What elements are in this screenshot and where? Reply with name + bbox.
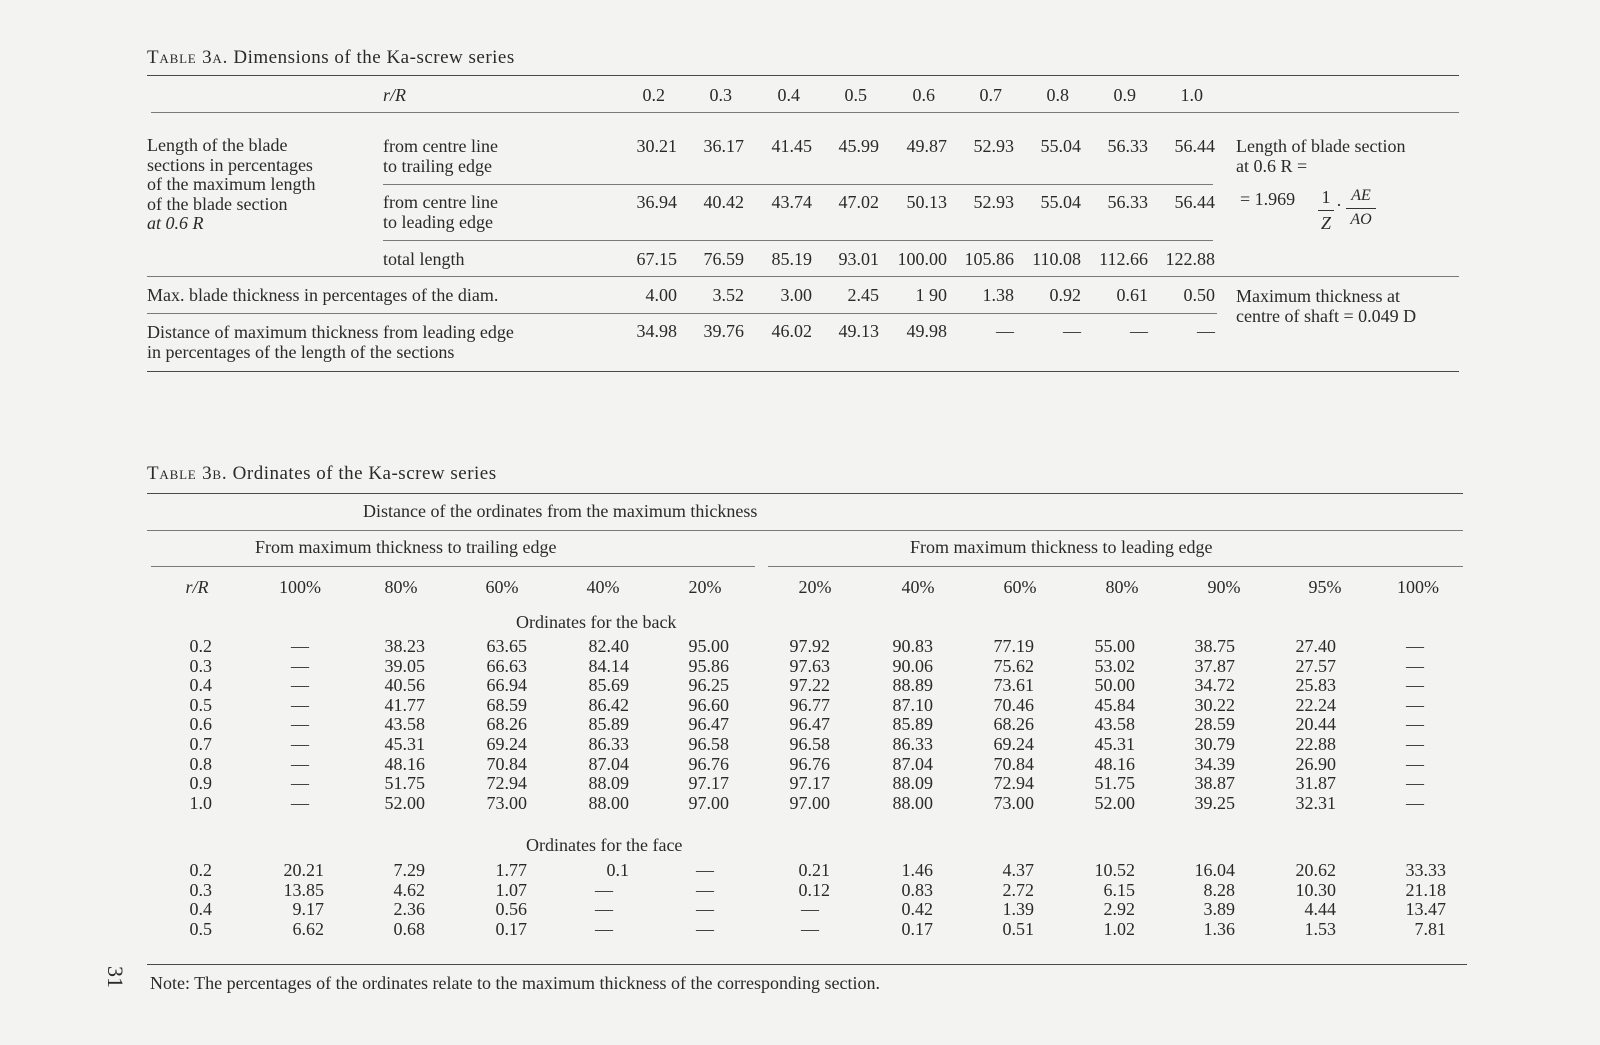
ordinate-cell: — xyxy=(1406,714,1424,735)
row-rr-cell: 0.4 xyxy=(189,899,212,920)
rr-header-cell: 0.2 xyxy=(642,85,665,105)
ordinate-cell: 87.10 xyxy=(892,694,933,715)
ordinate-cell: 20.21 xyxy=(283,860,324,880)
thickness-cell: 3.00 xyxy=(780,285,812,305)
ordinate-cell: 48.16 xyxy=(1094,753,1135,774)
formula-dot: · xyxy=(1336,195,1342,215)
table-3a-rule-2 xyxy=(383,240,1213,241)
ordinate-cell: 69.24 xyxy=(486,734,527,754)
ordinate-cell: 1.02 xyxy=(1103,918,1135,939)
header-leading: From maximum thickness to leading edge xyxy=(910,537,1213,557)
ordinate-cell: 26.90 xyxy=(1295,753,1336,774)
row-label-total: total length xyxy=(383,249,465,269)
ordinate-cell: 84.14 xyxy=(588,655,629,676)
table-cell: 56.44 xyxy=(1174,192,1215,212)
ordinate-cell: 20.62 xyxy=(1295,860,1336,880)
ordinate-cell: 45.84 xyxy=(1094,694,1135,715)
ordinate-cell: 70.84 xyxy=(993,753,1034,774)
ordinate-cell: 88.00 xyxy=(892,792,933,813)
ordinate-cell: 88.89 xyxy=(892,675,933,696)
ordinate-cell: 9.17 xyxy=(292,899,324,920)
rr-header-cell: 0.3 xyxy=(709,85,732,105)
ordinate-cell: — xyxy=(595,918,613,939)
ordinate-cell: 82.40 xyxy=(588,636,629,656)
ordinate-cell: 41.77 xyxy=(384,694,425,715)
ordinate-cell: 4.44 xyxy=(1304,899,1336,920)
ordinate-cell: 69.24 xyxy=(993,734,1034,754)
ordinate-cell: 96.47 xyxy=(688,714,729,735)
ordinate-cell: 6.15 xyxy=(1103,879,1135,900)
row-rr-cell: 0.3 xyxy=(189,655,212,676)
ordinate-cell: — xyxy=(696,899,714,920)
table-cell: 49.87 xyxy=(906,136,947,156)
ordinate-cell: 22.88 xyxy=(1295,734,1336,754)
table-cell: 100.00 xyxy=(897,249,947,269)
ordinate-cell: — xyxy=(696,860,714,880)
distance-cell: 39.76 xyxy=(703,321,744,341)
column-header: 80% xyxy=(384,577,418,597)
table-cell: 56.33 xyxy=(1107,136,1148,156)
thickness-cell: 3.52 xyxy=(712,285,744,305)
thickness-cell: 0.50 xyxy=(1183,285,1215,305)
ordinate-cell: 75.62 xyxy=(993,655,1034,676)
ordinate-cell: 66.63 xyxy=(486,655,527,676)
table-cell: 110.08 xyxy=(1032,249,1081,269)
distance-cell: 49.13 xyxy=(838,321,879,341)
ordinate-cell: 90.06 xyxy=(892,655,933,676)
ordinate-cell: 96.77 xyxy=(789,694,830,715)
ordinate-cell: 40.56 xyxy=(384,675,425,696)
ordinate-cell: 55.00 xyxy=(1094,636,1135,656)
table-cell: 30.21 xyxy=(636,136,677,156)
row-rr-cell: 0.6 xyxy=(189,714,212,735)
ordinate-cell: 73.00 xyxy=(993,792,1034,813)
ordinate-cell: — xyxy=(291,694,309,715)
ordinate-cell: 10.52 xyxy=(1094,860,1135,880)
ordinate-cell: 0.42 xyxy=(901,899,933,920)
table-cell: 45.99 xyxy=(838,136,879,156)
ordinate-cell: — xyxy=(696,879,714,900)
ordinate-cell: 1.46 xyxy=(901,860,933,880)
ordinate-cell: 88.09 xyxy=(588,773,629,794)
ordinate-cell: 70.46 xyxy=(993,694,1034,715)
ordinate-cell: — xyxy=(1406,675,1424,696)
column-header: 100% xyxy=(279,577,321,597)
ordinate-cell: 96.76 xyxy=(789,753,830,774)
rr-header-cell: 0.7 xyxy=(979,85,1002,105)
table-cell: 36.17 xyxy=(703,136,744,156)
ordinate-cell: 38.87 xyxy=(1194,773,1235,794)
column-header: 60% xyxy=(1003,577,1037,597)
ordinate-cell: 34.72 xyxy=(1194,675,1235,696)
ordinate-cell: — xyxy=(291,753,309,774)
ordinate-cell: 0.12 xyxy=(798,879,830,900)
ordinate-cell: 45.31 xyxy=(384,734,425,754)
row-label-trailing: from centre line to trailing edge xyxy=(383,136,498,176)
row-rr-cell: 0.8 xyxy=(189,753,212,774)
ordinate-cell: — xyxy=(1406,753,1424,774)
table-3a-caption: Table 3a. Dimensions of the Ka-screw series xyxy=(147,47,515,68)
ordinate-cell: 2.92 xyxy=(1103,899,1135,920)
formula-fraction-1: 1 Z xyxy=(1318,188,1334,232)
row-rr-cell: 0.2 xyxy=(189,860,212,880)
row-rr-cell: 0.4 xyxy=(189,675,212,696)
ordinate-cell: 1.77 xyxy=(495,860,527,880)
ordinate-cell: 68.26 xyxy=(993,714,1034,735)
ordinate-cell: — xyxy=(801,899,819,920)
ordinate-cell: 39.05 xyxy=(384,655,425,676)
table-3a-rule-1 xyxy=(383,184,1213,185)
column-header: 40% xyxy=(901,577,935,597)
ordinate-cell: 45.31 xyxy=(1094,734,1135,754)
ordinate-cell: 86.33 xyxy=(892,734,933,754)
ordinate-cell: 31.87 xyxy=(1295,773,1336,794)
ordinate-cell: 68.26 xyxy=(486,714,527,735)
table-cell: 36.94 xyxy=(636,192,677,212)
ordinate-cell: 0.1 xyxy=(606,860,629,880)
thickness-cell: 0.61 xyxy=(1116,285,1148,305)
table-cell: 52.93 xyxy=(973,136,1014,156)
rr-header-cell: 0.8 xyxy=(1046,85,1069,105)
note-formula: = 1.969 xyxy=(1240,189,1296,209)
ordinate-cell: 63.65 xyxy=(486,636,527,656)
column-header: 90% xyxy=(1207,577,1241,597)
ordinate-cell: — xyxy=(595,879,613,900)
ordinate-cell: 70.84 xyxy=(486,753,527,774)
table-cell: 56.33 xyxy=(1107,192,1148,212)
ordinate-cell: — xyxy=(1406,773,1424,794)
ordinate-cell: — xyxy=(595,899,613,920)
ordinate-cell: — xyxy=(291,734,309,754)
ordinate-cell: 66.94 xyxy=(486,675,527,696)
ordinate-cell: — xyxy=(291,714,309,735)
table-3a-header-rule xyxy=(151,112,1459,113)
ordinate-cell: 73.00 xyxy=(486,792,527,813)
table-cell: 43.74 xyxy=(771,192,812,212)
ordinate-cell: 85.69 xyxy=(588,675,629,696)
table-3b-caption: Table 3b. Ordinates of the Ka-screw series xyxy=(147,463,497,484)
ordinate-cell: 32.31 xyxy=(1295,792,1336,813)
ordinate-cell: — xyxy=(291,773,309,794)
ordinate-cell: — xyxy=(1406,734,1424,754)
ordinate-cell: 2.36 xyxy=(393,899,425,920)
ordinate-cell: 51.75 xyxy=(384,773,425,794)
ordinate-cell: 97.17 xyxy=(688,773,729,794)
ordinate-cell: 52.00 xyxy=(384,792,425,813)
ordinate-cell: 96.76 xyxy=(688,753,729,774)
ordinate-cell: 87.04 xyxy=(588,753,629,774)
row-rr-cell: 0.2 xyxy=(189,636,212,656)
table-cell: 55.04 xyxy=(1040,136,1081,156)
ordinate-cell: — xyxy=(1406,694,1424,715)
table-cell: 76.59 xyxy=(703,249,744,269)
rr-header-cell: 0.6 xyxy=(912,85,935,105)
ordinate-cell: 27.57 xyxy=(1295,655,1336,676)
page-number: 31 xyxy=(103,966,128,988)
table-cell: 112.66 xyxy=(1099,249,1148,269)
table-cell: 105.86 xyxy=(964,249,1014,269)
table-3b-rule-1 xyxy=(147,530,1463,531)
row-rr-cell: 0.3 xyxy=(189,879,212,900)
ordinate-cell: 96.58 xyxy=(688,734,729,754)
rr-header-cell: 1.0 xyxy=(1180,85,1203,105)
row-label-leading: from centre line to leading edge xyxy=(383,192,498,232)
ordinate-cell: 3.89 xyxy=(1203,899,1235,920)
ordinate-cell: 73.61 xyxy=(993,675,1034,696)
table-3b-rule-trailing xyxy=(151,566,755,567)
ordinate-cell: 38.23 xyxy=(384,636,425,656)
ordinate-cell: 1.53 xyxy=(1304,918,1336,939)
column-header: 20% xyxy=(798,577,832,597)
ordinate-cell: — xyxy=(1406,636,1424,656)
ordinate-cell: 85.89 xyxy=(588,714,629,735)
ordinate-cell: 97.00 xyxy=(688,792,729,813)
ordinate-cell: — xyxy=(1406,655,1424,676)
ordinate-cell: 13.85 xyxy=(283,879,324,900)
ordinate-cell: 68.59 xyxy=(486,694,527,715)
ordinate-cell: 0.17 xyxy=(495,918,527,939)
column-header: 80% xyxy=(1105,577,1139,597)
table-cell: 122.88 xyxy=(1165,249,1215,269)
ordinate-cell: 7.81 xyxy=(1414,918,1446,939)
ordinate-cell: 0.83 xyxy=(901,879,933,900)
ordinate-cell: 96.47 xyxy=(789,714,830,735)
ordinate-cell: 39.25 xyxy=(1194,792,1235,813)
distance-cell: 34.98 xyxy=(636,321,677,341)
ordinate-cell: 50.00 xyxy=(1094,675,1135,696)
ordinate-cell: 52.00 xyxy=(1094,792,1135,813)
ordinate-cell: 1.07 xyxy=(495,879,527,900)
table-cell: 40.42 xyxy=(703,192,744,212)
face-title: Ordinates for the face xyxy=(526,835,683,855)
thickness-cell: 2.45 xyxy=(847,285,879,305)
rr-header-cell: 0.9 xyxy=(1113,85,1136,105)
table-cell: 41.45 xyxy=(771,136,812,156)
note-max-thickness: Maximum thickness at centre of shaft = 0.049 D xyxy=(1236,286,1417,326)
ordinate-cell: 37.87 xyxy=(1194,655,1235,676)
ordinate-cell: 2.72 xyxy=(1002,879,1034,900)
ordinate-cell: 85.89 xyxy=(892,714,933,735)
ordinate-cell: 0.21 xyxy=(798,860,830,880)
ordinate-cell: 0.56 xyxy=(495,899,527,920)
row-rr-cell: 0.9 xyxy=(189,773,212,794)
ordinate-cell: 43.58 xyxy=(384,714,425,735)
table-3b-rule-leading xyxy=(768,566,1463,567)
ordinate-cell: 4.37 xyxy=(1002,860,1034,880)
ordinate-cell: 72.94 xyxy=(993,773,1034,794)
table-cell: 85.19 xyxy=(771,249,812,269)
ordinate-cell: 95.00 xyxy=(688,636,729,656)
distance-label: Distance of maximum thickness from leading edge in percentages of the length of the sections xyxy=(147,322,514,362)
thickness-cell: 4.00 xyxy=(645,285,677,305)
table-cell: 93.01 xyxy=(838,249,879,269)
ordinate-cell: 95.86 xyxy=(688,655,729,676)
ordinate-cell: 0.68 xyxy=(393,918,425,939)
ordinate-cell: 77.19 xyxy=(993,636,1034,656)
ordinate-cell: 13.47 xyxy=(1405,899,1446,920)
ordinate-cell: 28.59 xyxy=(1194,714,1235,735)
ordinate-cell: — xyxy=(291,636,309,656)
row-rr-cell: 0.7 xyxy=(189,734,212,754)
table-3a-bottom-rule xyxy=(147,371,1459,372)
table-cell: 55.04 xyxy=(1040,192,1081,212)
column-header: 20% xyxy=(688,577,722,597)
note-blade-length: Length of blade section at 0.6 R = xyxy=(1236,136,1406,176)
table-3b-top-rule xyxy=(147,493,1463,494)
ordinate-cell: 1.39 xyxy=(1002,899,1034,920)
column-header: 60% xyxy=(485,577,519,597)
column-header: r/R xyxy=(185,577,209,597)
distance-cell: 46.02 xyxy=(771,321,812,341)
rr-header-cell: 0.4 xyxy=(777,85,800,105)
ordinate-cell: 43.58 xyxy=(1094,714,1135,735)
distance-cell: — xyxy=(1130,321,1148,341)
ordinate-cell: 7.29 xyxy=(393,860,425,880)
ordinate-cell: 86.42 xyxy=(588,694,629,715)
ordinate-cell: 4.62 xyxy=(393,879,425,900)
row-rr-cell: 0.5 xyxy=(189,918,212,939)
table-cell: 47.02 xyxy=(838,192,879,212)
ordinate-cell: — xyxy=(291,655,309,676)
ordinate-cell: 33.33 xyxy=(1405,860,1446,880)
ordinate-cell: 51.75 xyxy=(1094,773,1135,794)
ordinate-cell: 96.60 xyxy=(688,694,729,715)
ordinate-cell: 88.00 xyxy=(588,792,629,813)
ordinate-cell: 25.83 xyxy=(1295,675,1336,696)
header-trailing: From maximum thickness to trailing edge xyxy=(255,537,557,557)
row-rr-cell: 0.5 xyxy=(189,694,212,715)
ordinate-cell: 0.17 xyxy=(901,918,933,939)
ordinate-cell: — xyxy=(801,918,819,939)
ordinate-cell: 97.22 xyxy=(789,675,830,696)
ordinate-cell: 96.58 xyxy=(789,734,830,754)
ordinate-cell: 34.39 xyxy=(1194,753,1235,774)
ordinate-cell: 96.25 xyxy=(688,675,729,696)
row-rr-cell: 1.0 xyxy=(189,792,212,813)
ordinate-cell: 6.62 xyxy=(292,918,324,939)
table-3a-rr-header: r/R xyxy=(383,85,407,105)
table-cell: 52.93 xyxy=(973,192,1014,212)
ordinate-cell: 8.28 xyxy=(1203,879,1235,900)
ordinate-cell: 97.63 xyxy=(789,655,830,676)
ordinate-cell: 20.44 xyxy=(1295,714,1336,735)
ordinate-cell: 48.16 xyxy=(384,753,425,774)
table-cell: 56.44 xyxy=(1174,136,1215,156)
ordinate-cell: 21.18 xyxy=(1405,879,1446,900)
column-header: 40% xyxy=(586,577,620,597)
ordinate-cell: 10.30 xyxy=(1295,879,1336,900)
ordinate-cell: 1.36 xyxy=(1203,918,1235,939)
ordinate-cell: 86.33 xyxy=(588,734,629,754)
ordinate-cell: — xyxy=(696,918,714,939)
ordinate-cell: 72.94 xyxy=(486,773,527,794)
header-distance: Distance of the ordinates from the maximum thickness xyxy=(363,501,758,521)
column-header: 95% xyxy=(1308,577,1342,597)
ordinate-cell: 30.79 xyxy=(1194,734,1235,754)
table-3a-rule-3 xyxy=(147,276,1459,277)
thickness-cell: 1 90 xyxy=(915,285,947,305)
distance-cell: — xyxy=(1197,321,1215,341)
table-3b-bottom-rule xyxy=(147,964,1467,965)
ordinate-cell: 0.51 xyxy=(1002,918,1034,939)
ordinate-cell: 97.00 xyxy=(789,792,830,813)
distance-cell: 49.98 xyxy=(906,321,947,341)
ordinate-cell: 27.40 xyxy=(1295,636,1336,656)
rr-header-cell: 0.5 xyxy=(844,85,867,105)
column-header: 100% xyxy=(1397,577,1439,597)
ordinate-cell: 16.04 xyxy=(1194,860,1235,880)
thickness-cell: 1.38 xyxy=(982,285,1014,305)
ordinate-cell: 22.24 xyxy=(1295,694,1336,715)
ordinate-cell: 97.17 xyxy=(789,773,830,794)
ordinate-cell: 97.92 xyxy=(789,636,830,656)
table-cell: 67.15 xyxy=(636,249,677,269)
table-note: Note: The percentages of the ordinates relate to the maximum thickness of the corresponding section. xyxy=(150,973,880,993)
table-3a-top-rule xyxy=(147,75,1459,76)
ordinate-cell: — xyxy=(291,675,309,696)
ordinate-cell: 88.09 xyxy=(892,773,933,794)
thickness-cell: 0.92 xyxy=(1049,285,1081,305)
table-3a-group-label: Length of the blade sections in percentages of the maximum length of the blade section at 0.6 R xyxy=(147,135,316,233)
formula-fraction-2: AE AO xyxy=(1346,188,1376,228)
distance-cell: — xyxy=(996,321,1014,341)
ordinate-cell: — xyxy=(1406,792,1424,813)
table-cell: 50.13 xyxy=(906,192,947,212)
ordinate-cell: 53.02 xyxy=(1094,655,1135,676)
ordinate-cell: 30.22 xyxy=(1194,694,1235,715)
table-3a-rule-4 xyxy=(147,313,1217,314)
ordinate-cell: — xyxy=(291,792,309,813)
ordinate-cell: 38.75 xyxy=(1194,636,1235,656)
ordinate-cell: 87.04 xyxy=(892,753,933,774)
back-title: Ordinates for the back xyxy=(516,612,677,632)
distance-cell: — xyxy=(1063,321,1081,341)
ordinate-cell: 90.83 xyxy=(892,636,933,656)
thickness-label: Max. blade thickness in percentages of the diam. xyxy=(147,285,499,305)
